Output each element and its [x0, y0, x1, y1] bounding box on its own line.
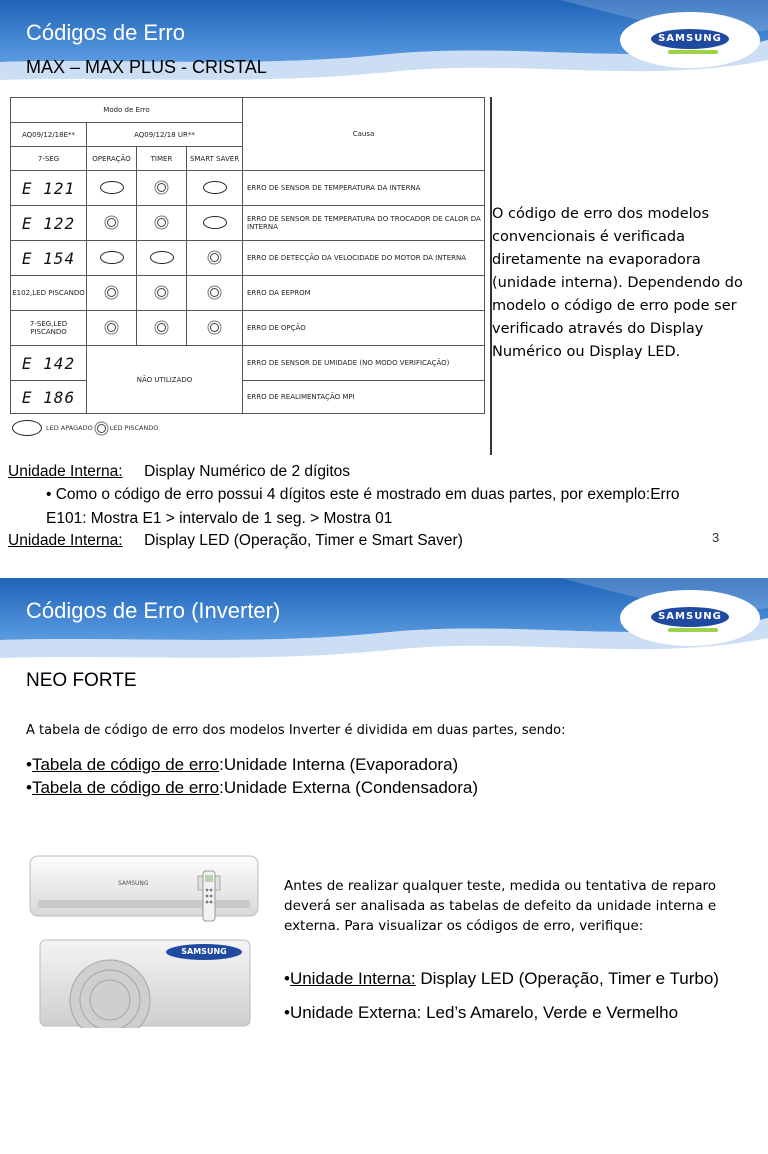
table-row: [11, 206, 485, 241]
error-code: E102,LED PISCANDO: [11, 276, 87, 311]
led-blink-icon: [157, 183, 166, 192]
slide-title: Códigos de Erro (Inverter): [26, 598, 281, 623]
header-cause: Causa: [243, 98, 485, 171]
indoor-unit-image: [28, 854, 260, 918]
error-code: E 121: [21, 178, 76, 198]
legend-led-off: LED APAGADO: [46, 424, 93, 432]
header-model-a: AQ09/12/18E**: [11, 123, 87, 147]
table-row: [11, 311, 485, 346]
header-model-b: AQ09/12/18 UR**: [87, 123, 243, 147]
unit-value: Display Numérico de 2 dígitos: [144, 463, 351, 480]
slide-subtitle: MAX – MAX PLUS - CRISTAL: [26, 57, 267, 77]
error-code: E 122: [21, 213, 76, 233]
header-smart-saver: SMART SAVER: [187, 147, 243, 171]
slide-inverter-error-codes: [0, 578, 768, 1154]
logo-tagline-bar: [668, 628, 718, 632]
bullet-indoor-display: •Unidade Interna: Display LED (Operação, Timer e Turbo): [284, 969, 719, 988]
led-off-icon: [203, 216, 227, 229]
explanation-text: O código de erro dos modelos convencionais é verificada diretamente na evaporadora (unidade interna). Dependendo do modelo o código de erro pode ser verificado através do Display Numérico ou Display LED.: [492, 206, 743, 360]
error-code: E 154: [21, 248, 76, 268]
error-code: E 142: [21, 353, 76, 373]
error-code-table: [10, 97, 485, 414]
table-row: [11, 346, 485, 381]
page-number: 3: [712, 530, 720, 545]
not-used-cell: NÃO UTILIZADO: [87, 346, 243, 414]
led-off-icon: [100, 251, 124, 264]
samsung-logo: SAMSUNG: [650, 28, 730, 56]
header-7seg: 7-SEG: [11, 147, 87, 171]
outdoor-brand-label: SAMSUNG: [166, 944, 242, 960]
led-blink-icon: [157, 288, 166, 297]
error-cause: ERRO DE SENSOR DE TEMPERATURA DO TROCADOR DE CALOR DA INTERNA: [243, 206, 485, 241]
error-cause: ERRO DE REALIMENTAÇÃO MPI: [243, 381, 485, 414]
led-blink-icon: [157, 218, 166, 227]
table-row: [11, 171, 485, 206]
example-line-2: E101: Mostra E1 > intervalo de 1 seg. > Mostra 01: [46, 510, 393, 527]
table-row: [11, 381, 485, 414]
bullet-indoor-table: •Tabela de código de erro:Unidade Interna (Evaporadora): [26, 755, 459, 774]
bullet-text: :Unidade Interna (Evaporadora): [219, 755, 459, 774]
error-cause: ERRO DE OPÇÃO: [243, 311, 485, 346]
unit-label: Unidade Interna:: [289, 969, 416, 988]
led-blink-icon: [107, 218, 116, 227]
unit-label: Unidade Externa:: [289, 1003, 422, 1022]
example-line-1: • Como o código de erro possui 4 dígitos este é mostrado em duas partes, por exemplo:Erro: [46, 486, 680, 503]
error-code: E 186: [21, 387, 76, 407]
unit-label: Unidade Interna:: [8, 532, 123, 549]
title-banner: [0, 0, 768, 100]
led-blink-icon: [107, 288, 116, 297]
unit-value: Display LED (Operação, Timer e Turbo): [420, 969, 719, 988]
logo-tagline-bar: [668, 50, 718, 54]
slide-title: Códigos de Erro: [26, 20, 185, 45]
indoor-brand-label: SAMSUNG: [118, 880, 149, 887]
led-blink-icon: [97, 424, 106, 433]
led-off-icon: [150, 251, 174, 264]
error-cause: ERRO DE SENSOR DE TEMPERATURA DA INTERNA: [243, 171, 485, 206]
legend-led-blink: LED PISCANDO: [109, 424, 159, 432]
bullet-led-display: [8, 532, 463, 550]
led-blink-icon: [210, 323, 219, 332]
unit-value: Led’s Amarelo, Verde e Vermelho: [426, 1003, 679, 1022]
header-error-mode: Modo de Erro: [11, 98, 243, 123]
error-code: 7-SEG,LED PISCANDO: [11, 311, 87, 346]
intro-text: A tabela de código de erro dos modelos Inverter é dividida em duas partes, sendo:: [26, 723, 566, 738]
led-off-icon: [100, 181, 124, 194]
table-legend: [12, 420, 158, 436]
led-blink-icon: [107, 323, 116, 332]
unit-value: Display LED (Operação, Timer e Smart Saver): [144, 532, 463, 549]
table-row: [11, 276, 485, 311]
table-link: Tabela de código de erro: [31, 755, 220, 774]
header-timer: TIMER: [137, 147, 187, 171]
slide-error-codes: [0, 0, 768, 576]
bullet-outdoor-display: •Unidade Externa: Led’s Amarelo, Verde e Vermelho: [284, 1003, 679, 1022]
model-heading: NEO FORTE: [26, 670, 137, 691]
led-blink-icon: [210, 288, 219, 297]
bullet-outdoor-table: •Tabela de código de erro:Unidade Externa (Condensadora): [26, 778, 479, 797]
outdoor-unit-image: [38, 938, 252, 1028]
led-off-icon: [203, 181, 227, 194]
table-link: Tabela de código de erro: [31, 778, 220, 797]
error-cause: ERRO DE DETECÇÃO DA VELOCIDADE DO MOTOR DA INTERNA: [243, 241, 485, 276]
led-blink-icon: [157, 323, 166, 332]
bullet-numeric-display: [8, 463, 350, 481]
unit-label: Unidade Interna:: [8, 463, 123, 480]
error-cause: ERRO DA EEPROM: [243, 276, 485, 311]
error-cause: ERRO DE SENSOR DE UMIDADE (NO MODO VERIFICAÇÃO): [243, 346, 485, 381]
instructions-paragraph: Antes de realizar qualquer teste, medida ou tentativa de reparo deverá ser analisada as tabelas de defeito da unidade interna e externa. Para visualizar os códigos de erro, verifique:: [284, 878, 717, 934]
table-row: [11, 241, 485, 276]
samsung-logo: SAMSUNG: [650, 606, 730, 634]
title-banner: [0, 578, 768, 678]
led-off-icon: [12, 420, 42, 436]
bullet-text: :Unidade Externa (Condensadora): [219, 778, 479, 797]
header-operation: OPERAÇÃO: [87, 147, 137, 171]
led-blink-icon: [210, 253, 219, 262]
remote-control-image: [202, 870, 216, 922]
